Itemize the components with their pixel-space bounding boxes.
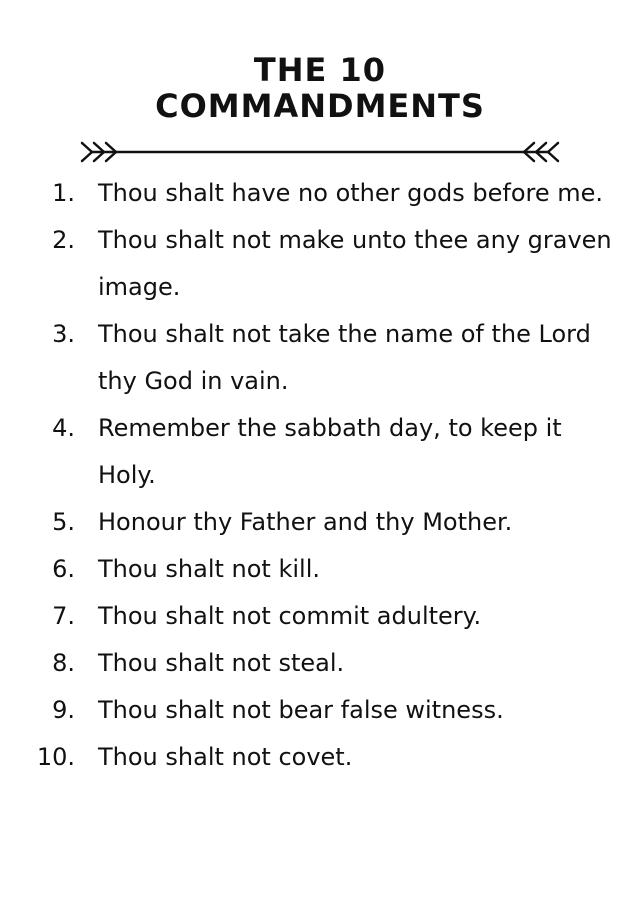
- list-item: [0, 405, 618, 499]
- commandments-list: [0, 170, 640, 781]
- item-number: 1.: [52, 179, 75, 207]
- item-text: Thou shalt not kill.: [98, 555, 320, 583]
- item-text: Thou shalt not covet.: [98, 743, 353, 771]
- item-number: 7.: [52, 602, 75, 630]
- item-number: 4.: [52, 414, 75, 442]
- item-number: 8.: [52, 649, 75, 677]
- item-number: 3.: [52, 320, 75, 348]
- list-item: [0, 687, 618, 734]
- title-line-1: THE 10: [253, 51, 387, 89]
- list-item: [0, 311, 618, 405]
- item-text: Thou shalt have no other gods before me.: [98, 179, 604, 207]
- item-text: Thou shalt not take the name of the Lord thy God in vain.: [98, 320, 591, 395]
- item-number: 10.: [36, 743, 75, 771]
- list-item: [0, 640, 618, 687]
- item-number: 6.: [52, 555, 75, 583]
- item-text: Honour thy Father and thy Mother.: [98, 508, 513, 536]
- item-text: Remember the sabbath day, to keep it Holy.: [98, 414, 562, 489]
- list-item: [0, 546, 618, 593]
- list-item: [0, 734, 618, 781]
- item-number: 5.: [52, 508, 75, 536]
- title-line-2: COMMANDMENTS: [155, 87, 485, 125]
- list-item: [0, 593, 618, 640]
- item-text: Thou shalt not bear false witness.: [98, 696, 504, 724]
- item-text: Thou shalt not steal.: [98, 649, 345, 677]
- arrow-divider: [78, 138, 562, 166]
- list-item: [0, 499, 618, 546]
- item-text: Thou shalt not make unto thee any graven image.: [98, 226, 612, 301]
- list-item: [0, 170, 618, 217]
- item-number: 2.: [52, 226, 75, 254]
- item-text: Thou shalt not commit adultery.: [98, 602, 482, 630]
- list-item: [0, 217, 618, 311]
- page-title: [0, 52, 640, 124]
- item-number: 9.: [52, 696, 75, 724]
